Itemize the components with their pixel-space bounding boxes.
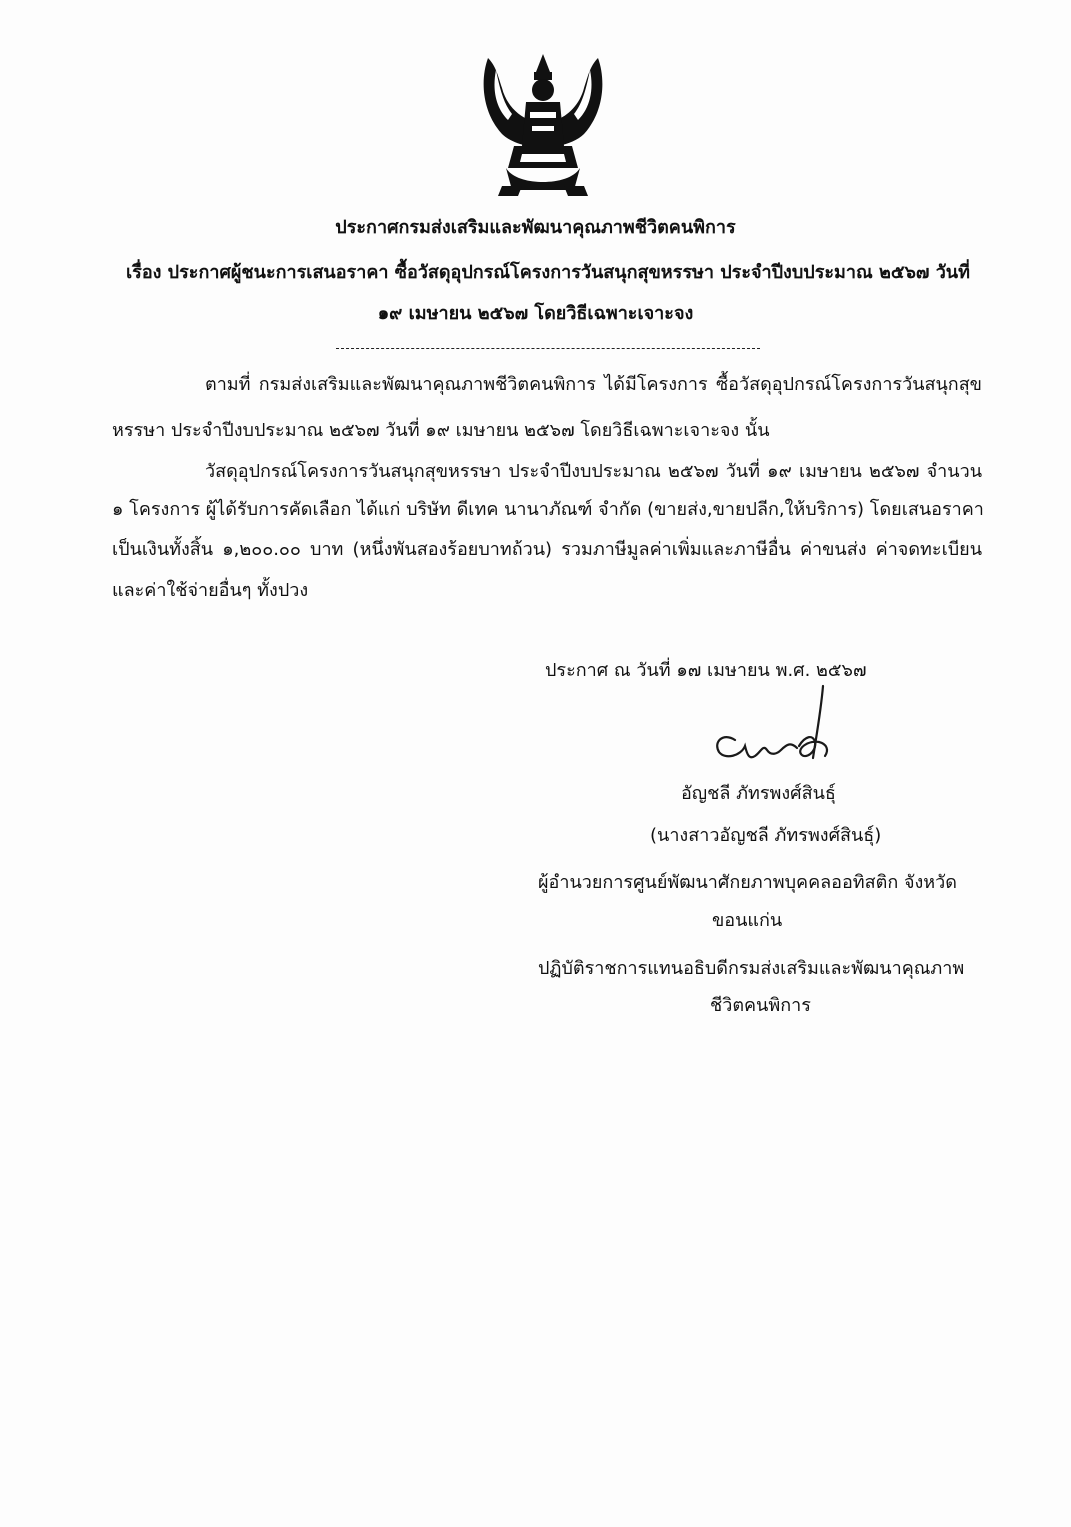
paragraph-2-line-2: ๑ โครงการ ผู้ได้รับการคัดเลือก ได้แก่ บริษัท ดีเทค นานาภัณฑ์ จำกัด (ขายส่ง,ขายปลีก,ให้บริการ) โดยเสนอราคา: [112, 499, 984, 520]
announcement-title: ประกาศกรมส่งเสริมและพัฒนาคุณภาพชีวิตคนพิการ: [335, 217, 736, 238]
paragraph-2-line-3: เป็นเงินทั้งสิ้น ๑,๒๐๐.๐๐ บาท (หนึ่งพันสองร้อยบาทถ้วน) รวมภาษีมูลค่าเพิ่มและภาษีอื่น ค่าขนส่ง ค่าจดทะเบียน: [112, 539, 982, 560]
divider-line: [336, 348, 760, 349]
handwritten-signature-icon: [705, 680, 845, 775]
paragraph-1-line-2: หรรษา ประจำปีงบประมาณ ๒๕๖๗ วันที่ ๑๙ เมษายน ๒๕๖๗ โดยวิธีเฉพาะเจาะจง นั้น: [112, 420, 770, 441]
acting-line-1: ปฏิบัติราชการแทนอธิบดีกรมส่งเสริมและพัฒนาคุณภาพ: [538, 958, 965, 979]
signer-full-name: (นางสาวอัญชลี ภัทรพงศ์สินธุ์): [650, 825, 882, 846]
paragraph-2-line-1: วัสดุอุปกรณ์โครงการวันสนุกสุขหรรษา ประจำปีงบประมาณ ๒๕๖๗ วันที่ ๑๙ เมษายน ๒๕๖๗ จำนวน: [205, 461, 982, 482]
signature-printed-name: อัญชลี ภัทรพงศ์สินธุ์: [681, 783, 836, 804]
announcement-date: ประกาศ ณ วันที่ ๑๗ เมษายน พ.ศ. ๒๕๖๗: [545, 660, 867, 681]
paragraph-2-line-4: และค่าใช้จ่ายอื่นๆ ทั้งปวง: [112, 580, 309, 601]
signer-position-line-2: ขอนแก่น: [712, 910, 783, 931]
acting-line-2: ชีวิตคนพิการ: [710, 995, 811, 1016]
garuda-emblem-icon: [478, 50, 608, 198]
subject-line-2: ๑๙ เมษายน ๒๕๖๗ โดยวิธีเฉพาะเจาะจง: [377, 303, 694, 324]
subject-line-1: เรื่อง ประกาศผู้ชนะการเสนอราคา ซื้อวัสดุอุปกรณ์โครงการวันสนุกสุขหรรษา ประจำปีงบประมาณ ๒๕๖๗ วันที่: [126, 262, 970, 283]
signer-position-line-1: ผู้อำนวยการศูนย์พัฒนาศักยภาพบุคคลออทิสติก จังหวัด: [538, 872, 957, 893]
paragraph-1-line-1: ตามที่ กรมส่งเสริมและพัฒนาคุณภาพชีวิตคนพิการ ได้มีโครงการ ซื้อวัสดุอุปกรณ์โครงการวันสนุกสุข: [205, 374, 982, 395]
